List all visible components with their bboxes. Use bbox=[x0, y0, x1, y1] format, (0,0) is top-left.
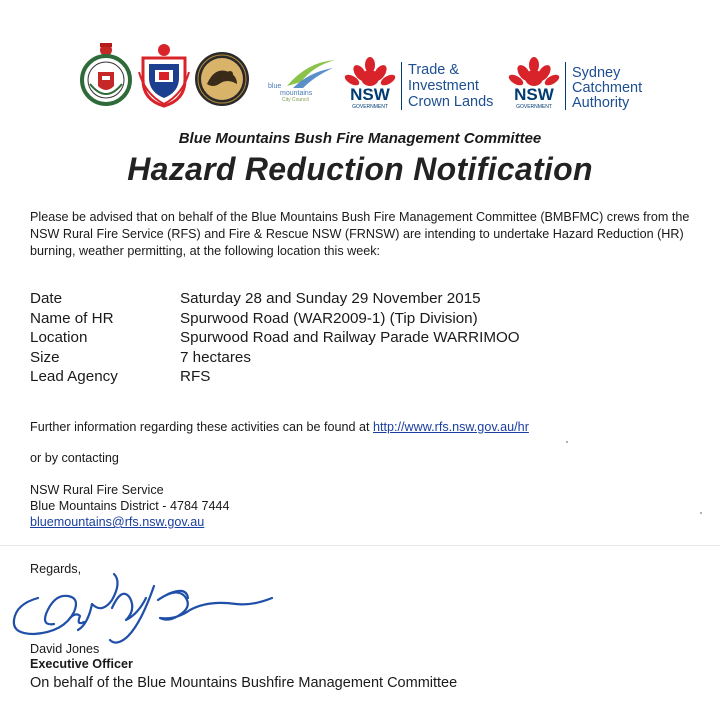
detail-label: Lead Agency bbox=[30, 368, 118, 385]
fire-rescue-crest-logo bbox=[78, 40, 134, 108]
trade-investment-label bbox=[408, 62, 493, 110]
detail-value: Spurwood Road and Railway Parade WARRIMOO bbox=[180, 329, 520, 346]
page-title: Hazard Reduction Notification bbox=[127, 151, 593, 187]
signer-name: David Jones bbox=[30, 642, 100, 656]
logo-divider-2 bbox=[565, 62, 566, 110]
logo-divider bbox=[401, 62, 402, 110]
rural-fire-service-crest-logo bbox=[137, 42, 191, 108]
sca-line-3: Authority bbox=[572, 95, 630, 111]
divider bbox=[0, 545, 720, 546]
sca-line-2: Catchment bbox=[572, 80, 643, 96]
nsw-government-label-2: GOVERNMENT bbox=[516, 104, 552, 110]
rfs-hr-link[interactable]: http://www.rfs.nsw.gov.au/hr bbox=[373, 420, 529, 434]
intro-paragraph: Please be advised that on behalf of the Blue Mountains Bush Fire Management Committee (BMBFMC) crews from the NSW Rural Fire Service (RFS) and Fire & Rescue NSW (FRNSW) are intending to undertake Hazard Reduction (HR) burning, weather permitting, at the following location this week: bbox=[30, 210, 690, 258]
further-info-line bbox=[30, 419, 529, 436]
national-parks-badge-logo bbox=[193, 50, 251, 108]
catchment-authority-label bbox=[572, 66, 642, 111]
or-contacting-text: or by contacting bbox=[30, 451, 119, 465]
detail-value: Spurwood Road (WAR2009-1) (Tip Division) bbox=[180, 309, 478, 327]
further-info-text: Further information regarding these activities can be found at bbox=[30, 420, 370, 434]
handwritten-signature bbox=[8, 568, 278, 648]
logo-row bbox=[0, 0, 720, 125]
trade-line-3: Crown Lands bbox=[408, 94, 494, 110]
regards-text: Regards, bbox=[30, 562, 82, 576]
nsw-government-label: GOVERNMENT bbox=[352, 104, 388, 110]
detail-value: RFS bbox=[180, 368, 211, 385]
trade-line-1: Trade & bbox=[408, 62, 460, 78]
contact-email-link[interactable]: bluemountains@rfs.nsw.gov.au bbox=[30, 515, 205, 529]
detail-label: Name of HR bbox=[30, 309, 114, 327]
council-word-city: City Council bbox=[282, 97, 309, 103]
committee-heading: Blue Mountains Bush Fire Management Committee bbox=[178, 130, 542, 147]
nsw-wordmark: NSW bbox=[350, 85, 390, 104]
scan-speck bbox=[566, 441, 568, 443]
nsw-waratah-icon bbox=[342, 56, 398, 88]
detail-label: Size bbox=[30, 348, 60, 366]
trade-line-2: Investment bbox=[408, 78, 479, 94]
detail-value: 7 hectares bbox=[180, 348, 251, 366]
signer-role: Executive Officer bbox=[30, 657, 133, 671]
nsw-wordmark-2: NSW bbox=[514, 85, 554, 104]
contact-district: Blue Mountains District - 4784 7444 bbox=[30, 499, 230, 513]
contact-org: NSW Rural Fire Service bbox=[30, 483, 164, 497]
scan-speck bbox=[700, 512, 702, 514]
council-name bbox=[268, 83, 312, 104]
council-word-mountains: mountains bbox=[280, 90, 313, 97]
on-behalf-line: On behalf of the Blue Mountains Bushfire Management Committee bbox=[30, 675, 458, 691]
nsw-waratah-icon-2 bbox=[506, 56, 562, 88]
detail-value: Saturday 28 and Sunday 29 November 2015 bbox=[180, 290, 481, 307]
council-word-blue: blue bbox=[268, 83, 282, 90]
detail-label: Date bbox=[30, 290, 63, 307]
sca-line-1: Sydney bbox=[572, 65, 621, 81]
detail-label: Location bbox=[30, 329, 88, 346]
